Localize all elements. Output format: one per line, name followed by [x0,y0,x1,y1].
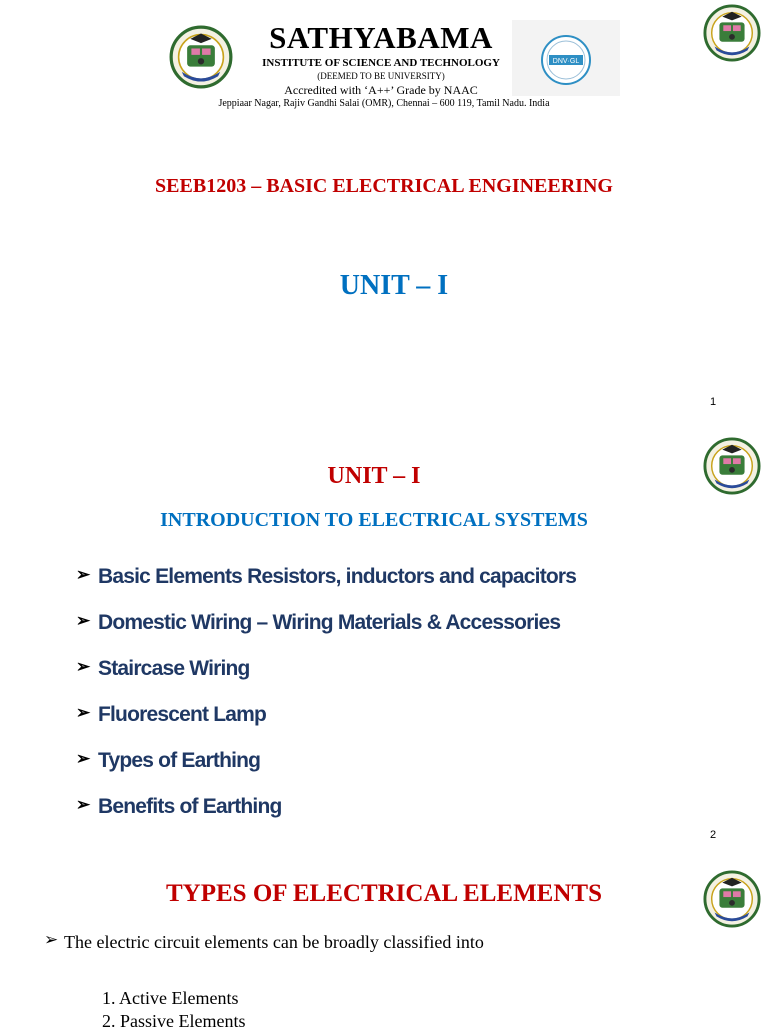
institution-subtitle: INSTITUTE OF SCIENCE AND TECHNOLOGY [262,57,500,69]
topic-list [76,565,576,841]
accreditation-text: Accredited with ‘A++’ Grade by NAAC [284,83,478,97]
element-type-list [102,987,245,1033]
list-item: 2. Passive Elements [102,1011,246,1031]
page-number: 2 [710,829,717,841]
page-number: 1 [710,396,717,408]
course-title: SEEB1203 – BASIC ELECTRICAL ENGINEERING [155,175,613,197]
arrow-bullet-icon: ➢ [76,657,90,676]
slide-2 [0,433,768,866]
intro-paragraph [44,930,484,953]
arrow-bullet-icon: ➢ [76,795,90,814]
arrow-bullet-icon: ➢ [76,749,90,768]
topic-text: Domestic Wiring – Wiring Materials & Accessories [98,611,561,634]
certification-logo-text: DNV·GL [552,58,580,65]
certification-badge-icon [512,20,620,96]
arrow-bullet-icon: ➢ [44,930,59,949]
list-item [76,611,576,657]
topic-text: Basic Elements Resistors, inductors and capacitors [98,565,577,588]
intro-text: The electric circuit elements can be broadly classified into [64,932,484,952]
topic-text: Staircase Wiring [98,657,250,680]
arrow-bullet-icon: ➢ [76,703,90,722]
address-text: Jeppiaar Nagar, Rajiv Gandhi Salai (OMR), Chennai – 600 119, Tamil Nadu. India [218,98,550,109]
unit-title: UNIT – I [339,270,449,301]
slide-1 [0,0,768,433]
topic-text: Benefits of Earthing [98,795,282,818]
unit-heading: UNIT – I [327,463,421,489]
list-item [76,703,576,749]
university-emblem-icon [703,4,761,62]
slide-3 [0,866,768,1031]
intro-heading: INTRODUCTION TO ELECTRICAL SYSTEMS [160,509,588,531]
arrow-bullet-icon: ➢ [76,611,90,630]
topic-text: Types of Earthing [98,749,261,772]
list-item [76,565,576,611]
institution-name: SATHYABAMA [269,20,493,55]
list-item [76,657,576,703]
section-title: TYPES OF ELECTRICAL ELEMENTS [166,880,602,907]
list-item [76,795,576,841]
list-item: 1. Active Elements [102,988,239,1008]
deemed-university-text: (DEEMED TO BE UNIVERSITY) [317,71,445,81]
arrow-bullet-icon: ➢ [76,565,90,584]
topic-text: Fluorescent Lamp [98,703,267,726]
list-item [76,749,576,795]
